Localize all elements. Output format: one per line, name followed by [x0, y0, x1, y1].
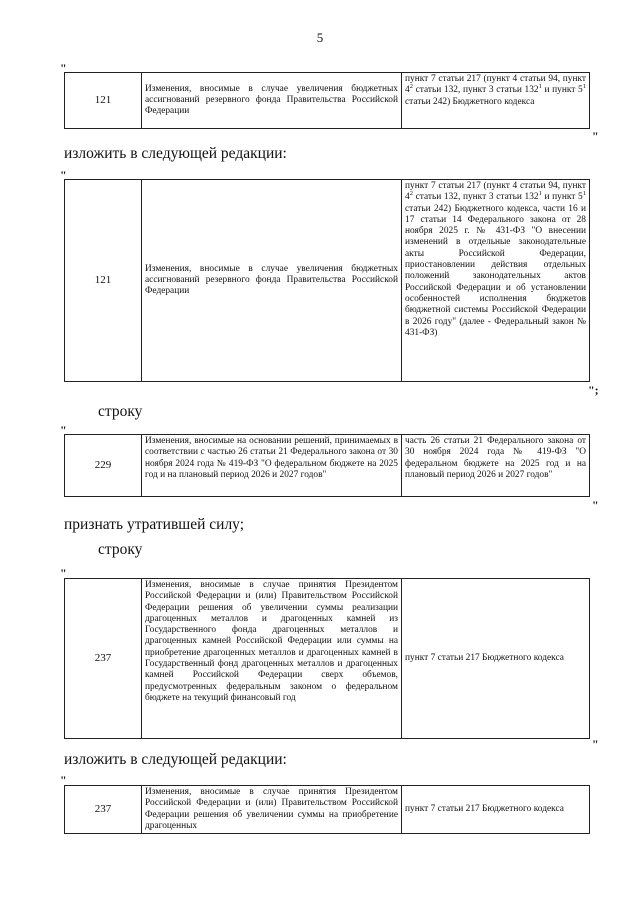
closing-quote: ": [592, 129, 599, 143]
opening-quote: ": [60, 566, 67, 580]
row-number: 229: [65, 435, 142, 497]
table-row-229: [64, 434, 590, 497]
row-number: 121: [65, 180, 142, 382]
closing-quote: ": [592, 498, 599, 512]
page-number: 5: [316, 30, 324, 45]
row-number: 237: [65, 579, 142, 739]
row-number: 121: [65, 73, 142, 129]
section-heading: изложить в следующей редакции:: [64, 751, 287, 768]
row-description: Изменения, вносимые в случае увеличения бюджетных ассигнований резервного фонда Правительства Российской Федерации: [142, 73, 402, 129]
opening-quote: ": [60, 168, 67, 182]
closing-quote: ": [592, 737, 599, 751]
row-reference: пункт 7 статьи 217 (пункт 4 статьи 94, пункт $4^2$ статьи 132, пункт 3 статьи $132^1$ и пункт $5^1$ статьи 242) Бюджетного кодекса: [402, 73, 590, 129]
section-heading: признать утратившей силу;: [64, 516, 245, 533]
opening-quote: ": [60, 61, 67, 75]
table-row-121-old: [64, 72, 590, 129]
section-heading: строку: [98, 541, 143, 558]
table-row-121-new: [64, 179, 590, 382]
row-description: Изменения, вносимые в случае принятия Президентом Российской Федерации и (или) Правительством Российской Федерации решения об увеличении суммы на приобретение драгоценных: [142, 786, 402, 834]
table-row-237-old: [64, 578, 590, 739]
section-heading: строку: [98, 403, 143, 420]
row-reference: пункт 7 статьи 217 Бюджетного кодекса: [402, 579, 590, 739]
row-description: Изменения, вносимые в случае принятия Президентом Российской Федерации и (или) Правительством Российской Федерации решения об увеличении суммы реализации драгоценных металлов и драгоценных камней из Государственного фонда драгоценных металлов и драгоценных камней Российской Федерации или суммы на приобретение драгоценных металлов и драгоценных камней в Государственный фонд драгоценных металлов и драгоценных камней Российской Федерации сверх объемов, предусмотренных федеральным законом о федеральном бюджете на текущий финансовый год: [142, 579, 402, 739]
table-row-237-new: [64, 785, 590, 834]
row-reference: часть 26 статьи 21 Федерального закона от 30 ноября 2024 года № 419-ФЗ "О федеральном бюджете на 2025 год и на плановый период 2026 и 2027 годов": [402, 435, 590, 497]
row-number: 237: [65, 786, 142, 834]
opening-quote: ": [60, 423, 67, 437]
row-description: Изменения, вносимые на основании решений, принимаемых в соответствии с частью 26 статьи 21 Федерального закона от 30 ноября 2024 года № 419-ФЗ "О федеральном бюджете на 2025 год и на плановый период 2026 и 2027 годов": [142, 435, 402, 497]
section-heading: изложить в следующей редакции:: [64, 145, 287, 162]
closing-quote-semicolon: ";: [588, 383, 599, 397]
opening-quote: ": [60, 773, 67, 787]
row-reference: пункт 7 статьи 217 (пункт 4 статьи 94, пункт $4^2$ статьи 132, пункт 3 статьи $132^1$ и пункт $5^1$ статьи 242) Бюджетного кодекса, части 16 и 17 статьи 14 Федерального закона от 28 ноября 2025 г. № 431-ФЗ "О внесении изменений в отдельные законодательные акты Российской Федерации, приостановлении действия отдельных положений законодательных актов Российской Федерации и об установлении особенностей исполнения бюджетов бюджетной системы Российской Федерации в 2026 году" (далее - Федеральный закон № 431-ФЗ): [402, 180, 590, 382]
row-description: Изменения, вносимые в случае увеличения бюджетных ассигнований резервного фонда Правительства Российской Федерации: [142, 180, 402, 382]
row-reference: пункт 7 статьи 217 Бюджетного кодекса: [402, 786, 590, 834]
